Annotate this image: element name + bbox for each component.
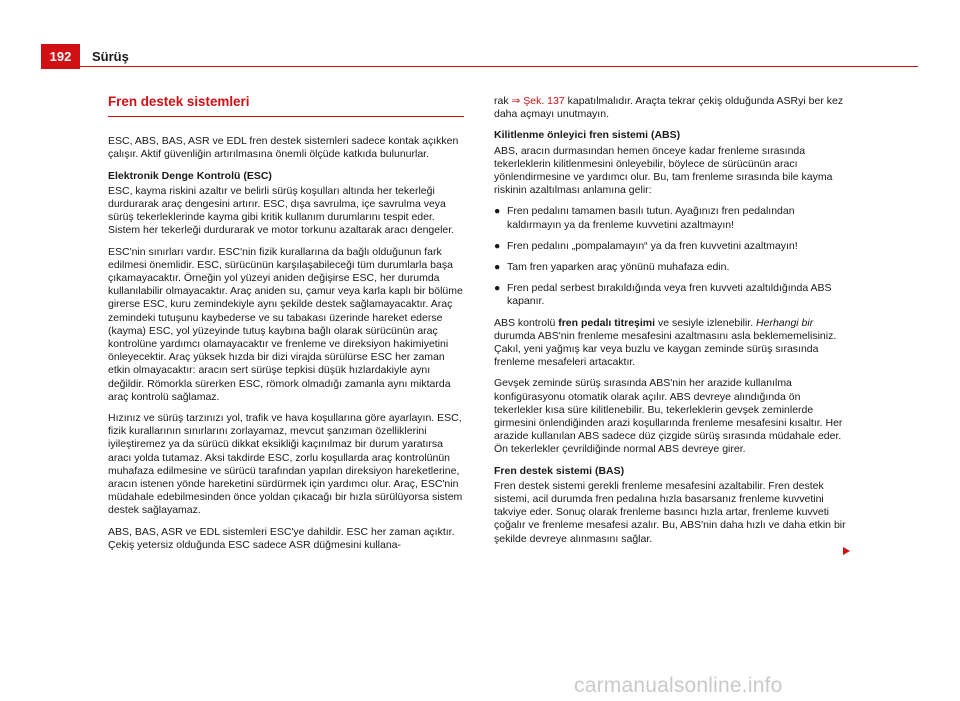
bullet-icon: ● <box>494 282 501 295</box>
text-run: durumda ABS'nin frenleme mesafesini azaltmasını asla beklememelisiniz. Çakıl, yeni yağmış kar veya buzlu ve kaygan zeminde sürüş sırasında frenleme mesafeleri artacaktır. <box>494 329 837 369</box>
text-run: ABS kontrolü <box>494 316 559 329</box>
esc-paragraph-2: ESC'nin sınırları vardır. ESC'nin fizik kurallarına da bağlı olduğunun fark edilmesi önemlidir. ESC, sürücünün karşılaşabileceği tüm durumlarla başa çıkamayacaktır. Örneğin yol yüzeyi aniden değişirse ESC, her durumda kullanılabilir olmayacaktır. Araç aniden su, çamur veya karla kaplı bir bölüme girerse ESC, kuru zemindekiyle aynı şekilde destek sağlamayacaktır. Araç zemindeki tutuşunu kaybederse ve su tabakası üzerinde hareket ederse (kayma) ESC, yol yüzeyinde tutuş kaybına bağlı olarak sürücünün araç kontrolüne yardımcı olamayacaktır ve frenleme ve direksiyon hakimiyetini önleyecektir. Araç yüksek hızda bir dizi virajda sürülürse ESC her zaman etkin olmayacaktır: aracın sert sürüşe tepkisi düşük hızlardakiyle aynı değildir. Römorkla sürerken ESC, römork olmadığı zamanla aynı miktarda araç kontrolü sağlamaz. <box>108 245 463 403</box>
list-item-text: Fren pedalını tamamen basılı tutun. Ayağınızı fren pedalından kaldırmayın ya da frenleme kuvvetini azaltmayın! <box>507 205 795 231</box>
continue-arrow-icon <box>843 547 850 555</box>
figure-reference-link[interactable]: ⇒ Şek. 137 <box>511 95 565 107</box>
header-divider <box>80 66 918 67</box>
bas-paragraph: Fren destek sistemi gerekli frenleme mesafesini azaltabilir. Fren destek sistemi, acil durumda fren pedalına hızla basarsanız frenleme kuvvetini takviye eder. Sonuç olarak frenleme basıncı hızla artar, frenleme kuvveti çoğalır ve frenleme mesafesi azalır. Bu, ABS'nin daha hızlı ve daha etkin bir şekilde devreye alınmasını sağlar. <box>494 479 846 545</box>
list-item <box>494 282 851 308</box>
bullet-icon: ● <box>494 261 501 274</box>
list-item <box>494 205 851 231</box>
text-run: rak <box>494 95 512 107</box>
intro-paragraph: ESC, ABS, BAS, ASR ve EDL fren destek sistemleri sadece kontak açıkken çalışır. Aktif güvenliğin artırılmasına önemli ölçüde katkıda bulunurlar. <box>108 135 459 161</box>
left-column <box>108 95 464 560</box>
list-item-text: Tam fren yaparken araç yönünü muhafaza edin. <box>507 261 730 274</box>
text-run: ve sesiyle izlenebilir. <box>655 316 757 329</box>
text-run-italic: Herhangi bir <box>756 316 814 329</box>
right-column <box>494 95 851 554</box>
bullet-icon: ● <box>494 205 501 218</box>
list-item <box>494 240 851 253</box>
watermark: carmanualsonline.info <box>574 674 783 697</box>
esc-subheading: Elektronik Denge Kontrolü (ESC) <box>108 169 272 182</box>
list-item-text: Fren pedalını „pompalamayın“ ya da fren kuvvetini azaltmayın! <box>507 239 798 252</box>
abs-paragraph-1: ABS, aracın durmasından hemen önceye kadar frenleme sırasında tekerleklerin kilitlenmesini önleyebilir, böylece de sürücünün aracı yönlendirmesine ve yardımcı olur. Bu, tam frenleme sırasında bile kayma riskinin azaltılması anlamına gelir: <box>494 144 833 197</box>
text-run: kapatılmalıdır. Araçta tekrar çekiş olduğunda ASRyi ber kez daha açmayı unutmayın. <box>494 95 844 121</box>
list-item-text: Fren pedal serbest bırakıldığında veya fren kuvveti azaltıldığında ABS kapanır. <box>507 282 832 308</box>
esc-paragraph-3: Hızınız ve sürüş tarzınızı yol, trafik ve hava koşullarına göre ayarlayın. ESC, fizik kurallarının sınırlarını zorlayamaz, mevcut şanzıman özelliklerini iyileştiremez ya da sürücü dikkat eksikliği kaçınılmaz bir durum yaratırsa aracı yolda tutamaz. Aksi takdirde ESC, zorlu koşullarda araç kontrolünün muhafaza edilmesine ve sürücü tarafından yapılan direksiyon hareketlerine, aracın istenen yönde hareketini sürdürmek için yardımcı olur. Araç, ESC'nin müdahale edebilmesinden önce yoldan çıkacağı bir hızla sürülüyorsa sistem destek sağlayamaz. <box>108 412 463 517</box>
abs-subheading: Kilitlenme önleyici fren sistemi (ABS) <box>494 129 681 142</box>
text-run-bold: fren pedalı titreşimi <box>558 316 656 329</box>
bullet-icon: ● <box>494 239 501 252</box>
abs-paragraph-3: Gevşek zeminde sürüş sırasında ABS'nin her arazide kullanılma konfigürasyonu otomatik olarak açılır. ABS devreye alındığında ön tekerlekler kısa süre kilitlenebilir. Bu, tekerleklerin gevşek zeminlerde girmesini önlendiğinden arazi koşullarında frenleme mesafesini kısaltır. Her arazide kullanılan ABS sadece düz çizgide sürüş sırasında müdahale eder. Ön tekerlekler çevrildiğinde normal ABS devreye girer. <box>494 377 843 456</box>
chapter-title: Sürüş <box>92 49 129 64</box>
list-item <box>494 261 851 274</box>
esc-paragraph-4: ABS, BAS, ASR ve EDL sistemleri ESC'ye dahildir. ESC her zaman açıktır. Çekiş yetersiz olduğunda ESC sadece ASR düğmesini kullana- <box>108 525 455 551</box>
abs-paragraph-2 <box>494 317 851 370</box>
bas-subheading: Fren destek sistemi (BAS) <box>494 464 625 477</box>
section-title: Fren destek sistemleri <box>108 95 464 117</box>
asr-continuation-paragraph <box>494 95 851 121</box>
page-number: 192 <box>41 44 80 69</box>
esc-paragraph-1: ESC, kayma riskini azaltır ve belirli sürüş koşulları altında her tekerleği durdurarak araç dengesini artırır. ESC, dışa savrulma, içe savrulma veya sürüş tekerleklerinde kayma gibi kritik kullanım durumlarını tespit eder. Sistem her tekerleği durdurarak ve motor torkunu azaltarak aracı dengeler. <box>108 184 455 237</box>
